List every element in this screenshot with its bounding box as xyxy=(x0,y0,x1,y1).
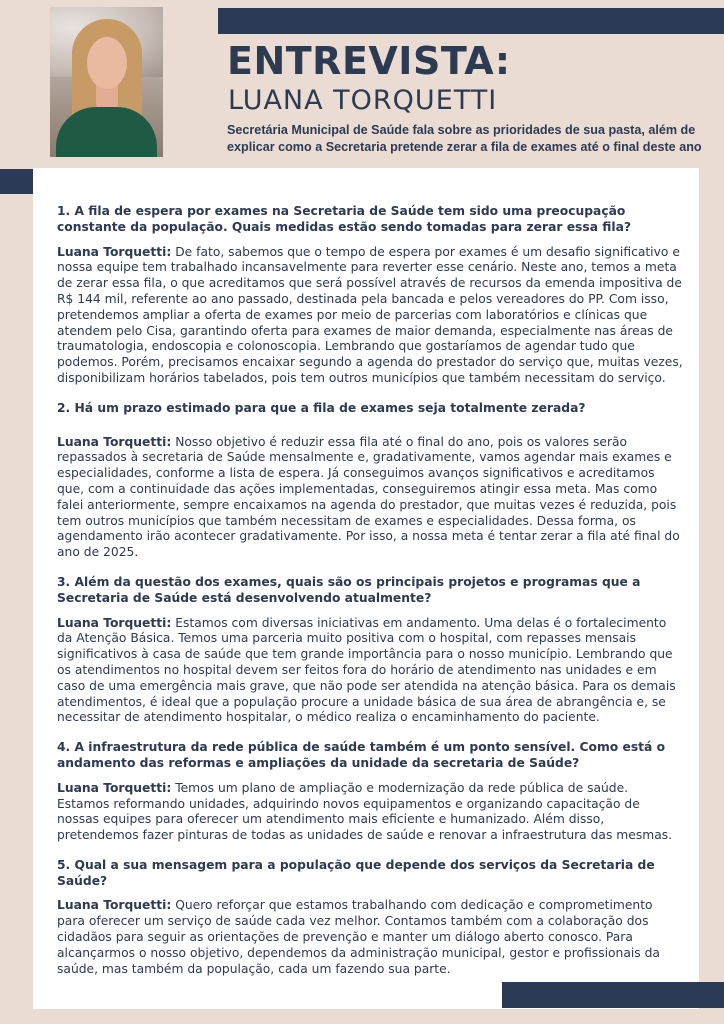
question-3: 3. Além da questão dos exames, quais são os principais projetos e programas que a Secretaria de Saúde está desenvolvendo atualmente? xyxy=(57,574,641,605)
answer-text: Nosso objetivo é reduzir essa fila até o final do ano, pois os valores serão repassados à secretaria de Saúde mensalmente e, gradativamente, vamos agendar mais exames e especialidades, conforme a lista de espera. Já conseguimos avanços significativos e acreditamos que, com a continuidade das ações implementadas, conseguiremos atingir essa meta. Mas como falei anteriormente, sempre encaixamos na agenda do prestador, que muitas vezes é reduzida, pois tem outros municípios que também necessitam de exames e especialidades. Dessa forma, os agendamento irão acontecer gradativamente. Por isso, a nossa meta é tentar zerar a fila até final do ano de 2025. xyxy=(57,434,680,560)
question-4: 4. A infraestrutura da rede pública de saúde também é um ponto sensível. Como está o andamento das reformas e ampliações da unidade da secretaria de Saúde? xyxy=(57,740,666,770)
answer-2 xyxy=(57,435,683,561)
qa-item-1 xyxy=(57,204,683,387)
answer-4 xyxy=(57,781,683,844)
answer-text: Quero reforçar que estamos trabalhando com dedicação e comprometimento para oferecer um serviço de saúde cada vez melhor. Contamos também com a colaboração dos cidadãos para seguir as orientações de prevenção e manter um diálogo aberto conosco. Para alcançarmos o nosso objetivo, dependemos da administração municipal, gestor e profissionais da saúde, mas também da população, cada um fazendo sua parte. xyxy=(57,898,660,976)
qa-item-2 xyxy=(57,401,683,561)
speaker-label: Luana Torquetti: xyxy=(57,244,172,259)
answer-text: Temos um plano de ampliação e modernização da rede pública de saúde. Estamos reformando unidades, adquirindo novos equipamentos e organizando capacitação de nossas equipes para oferecer um atendimento mais eficiente e humanizado. Além disso, pretendemos fazer pinturas de todas as unidades de saúde e renovar a infraestrutura das mesmas. xyxy=(57,780,673,843)
qa-item-5 xyxy=(57,858,683,978)
qa-item-3 xyxy=(57,575,683,726)
question-2: 2. Há um prazo estimado para que a fila de exames seja totalmente zerada? xyxy=(57,400,586,415)
speaker-label: Luana Torquetti: xyxy=(57,898,172,913)
speaker-label: Luana Torquetti: xyxy=(57,615,172,630)
speaker-label: Luana Torquetti: xyxy=(57,780,172,795)
answer-text: De fato, sabemos que o tempo de espera por exames é um desafio significativo e nossa equipe tem trabalhado incansavelmente para reverter esse cenário. Neste ano, temos a meta de zerar essa fila, o que acreditamos que será possível através de recursos da emenda impositiva de R$ 144 mil, referente ao ano passado, destinada pela bancada e pelos vereadores do PP. Com isso, pretendemos ampliar a oferta de exames por meio de parcerias com laboratórios e clínicas que atendem pelo Cisa, garantindo oferta para exames de maior demanda, especialmente nas áreas de traumatologia, endoscopia e colonoscopia. Lembrando que gostaríamos de agendar tudo que podemos. Porém, precisamos encaixar segundo a agenda do prestador do serviço que, muitas vezes, disponibilizam horários tabelados, pois tem outros municípios que também necessitam do serviço. xyxy=(57,244,683,385)
answer-3 xyxy=(57,616,683,727)
interview-content xyxy=(57,204,683,991)
bottom-accent-bar xyxy=(502,982,724,1008)
answer-text: Estamos com diversas iniciativas em andamento. Uma delas é o fortalecimento da Atenção Básica. Temos uma parceria muito positiva com o hospital, com repasses mensais significativos à casa de saúde que tem grande importância para o nosso município. Lembrando que os atendimentos no hospital devem ser feitos fora do horário de atendimento nas unidades e em caso de uma emergência mais grave, que não pode ser atendida na atenção básica. Para os demais atendimentos, é ideal que a população procure a unidade básica de sua área de abrangência e, se necessitar de atendimento hospitalar, o médico realiza o encaminhamento do paciente. xyxy=(57,615,676,725)
interviewee-photo xyxy=(50,7,163,157)
interviewee-name: LUANA TORQUETTI xyxy=(228,85,498,116)
top-accent-bar xyxy=(218,8,724,34)
speaker-label: Luana Torquetti: xyxy=(57,434,172,449)
question-5: 5. Qual a sua mensagem para a população que depende dos serviços da Secretaria de Saúde? xyxy=(57,857,655,888)
answer-5 xyxy=(57,898,683,977)
question-1: 1. A fila de espera por exames na Secretaria de Saúde tem sido uma preocupação constante da população. Quais medidas estão sendo tomadas para zerar essa fila? xyxy=(57,204,632,234)
page-title: ENTREVISTA: xyxy=(227,39,511,83)
qa-item-4 xyxy=(57,740,683,844)
answer-1 xyxy=(57,245,683,387)
article-subtitle: Secretária Municipal de Saúde fala sobre as prioridades de sua pasta, além de explicar como a Secretaria pretende zerar a fila de exames até o final deste ano xyxy=(227,123,702,154)
